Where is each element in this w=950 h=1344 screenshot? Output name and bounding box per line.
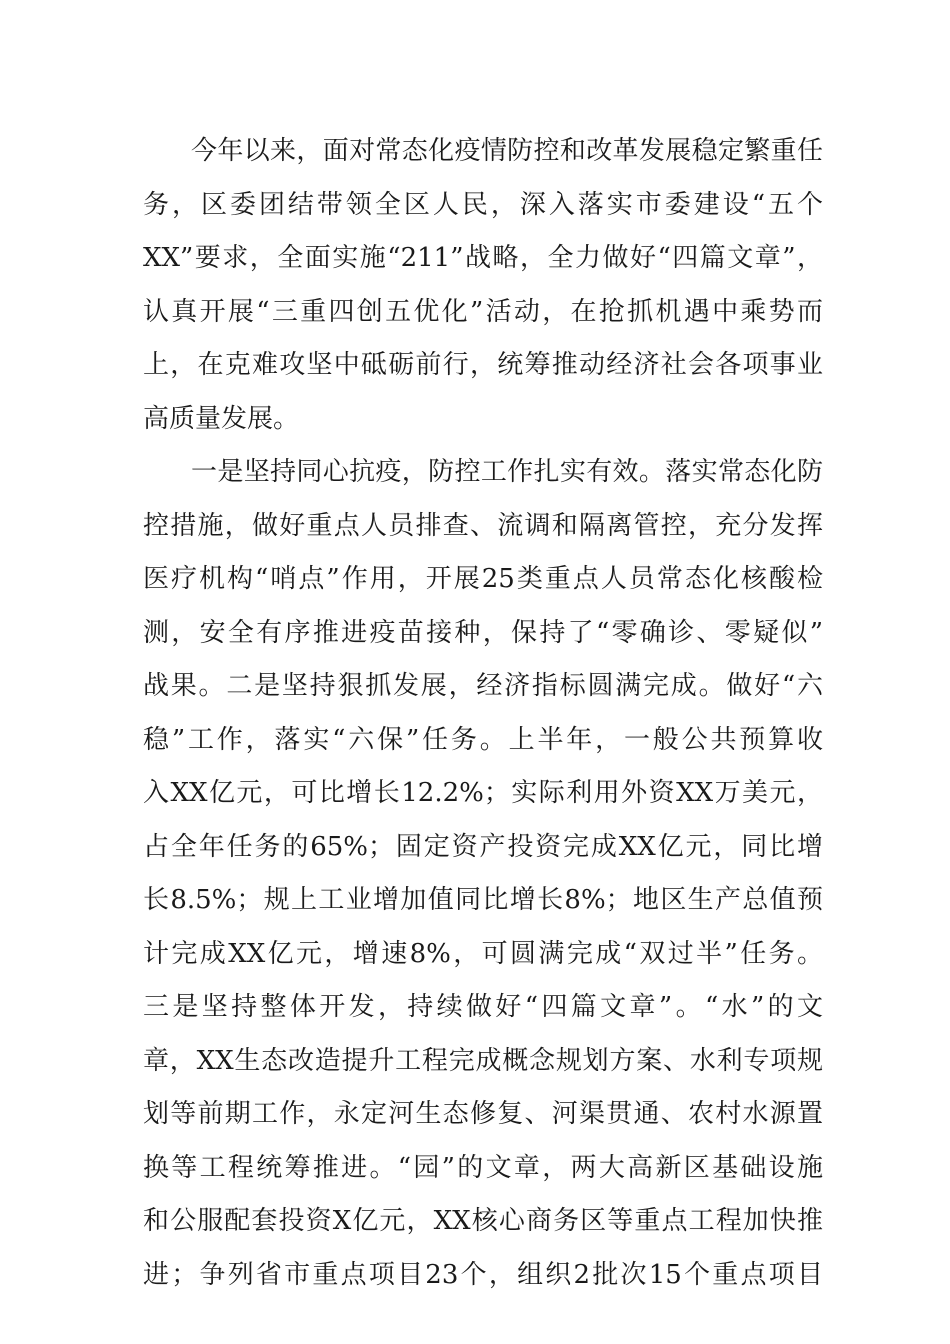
text-line: 换等工程统筹推进。“园”的文章，两大高新区基础设施 xyxy=(143,1152,823,1183)
text-line: 占全年任务的65%；固定资产投资完成XX亿元，同比增 xyxy=(143,831,823,862)
text-line: 今年以来，面对常态化疫情防控和改革发展稳定繁重任 xyxy=(191,136,823,166)
text-line: 战果。二是坚持狠抓发展，经济指标圆满完成。做好“六 xyxy=(143,671,823,701)
text-line: 进；争列省市重点项目23个，组织2批次15个重点项目 xyxy=(143,1259,823,1290)
text-line: 长8.5%；规上工业增加值同比增长8%；地区生产总值预 xyxy=(143,885,823,915)
text-line: 控措施，做好重点人员排查、流调和隔离管控，充分发挥 xyxy=(143,510,823,541)
text-line: 入XX亿元，可比增长12.2%；实际利用外资XX万美元， xyxy=(143,778,823,808)
text-line: 三是坚持整体开发，持续做好“四篇文章”。“水”的文 xyxy=(143,992,823,1022)
text-line: 一是坚持同心抗疫，防控工作扎实有效。落实常态化防 xyxy=(191,457,823,487)
text-line: 划等前期工作，永定河生态修复、河渠贯通、农村水源置 xyxy=(143,1099,823,1129)
text-line: 章，XX生态改造提升工程完成概念规划方案、水利专项规 xyxy=(143,1045,823,1076)
text-line: 高质量发展。 xyxy=(143,403,300,434)
text-line: 测，安全有序推进疫苗接种，保持了“零确诊、零疑似” xyxy=(143,617,823,648)
text-line: 计完成XX亿元，增速8%，可圆满完成“双过半”任务。 xyxy=(143,938,823,969)
text-line: 稳”工作，落实“六保”任务。上半年，一般公共预算收 xyxy=(143,724,823,755)
text-line: 认真开展“三重四创五优化”活动，在抢抓机遇中乘势而 xyxy=(143,296,823,327)
text-line: 和公服配套投资X亿元，XX核心商务区等重点工程加快推 xyxy=(143,1206,823,1236)
text-line: XX”要求，全面实施“211”战略，全力做好“四篇文章”， xyxy=(143,243,823,273)
document-body xyxy=(143,125,823,1302)
text-line: 医疗机构“哨点”作用，开展25类重点人员常态化核酸检 xyxy=(143,564,823,594)
text-line: 上，在克难攻坚中砥砺前行，统筹推动经济社会各项事业 xyxy=(143,350,823,380)
paragraph-achievements xyxy=(143,446,823,1302)
text-line: 务，区委团结带领全区人民，深入落实市委建设“五个 xyxy=(143,189,823,220)
paragraph-intro xyxy=(143,125,823,446)
